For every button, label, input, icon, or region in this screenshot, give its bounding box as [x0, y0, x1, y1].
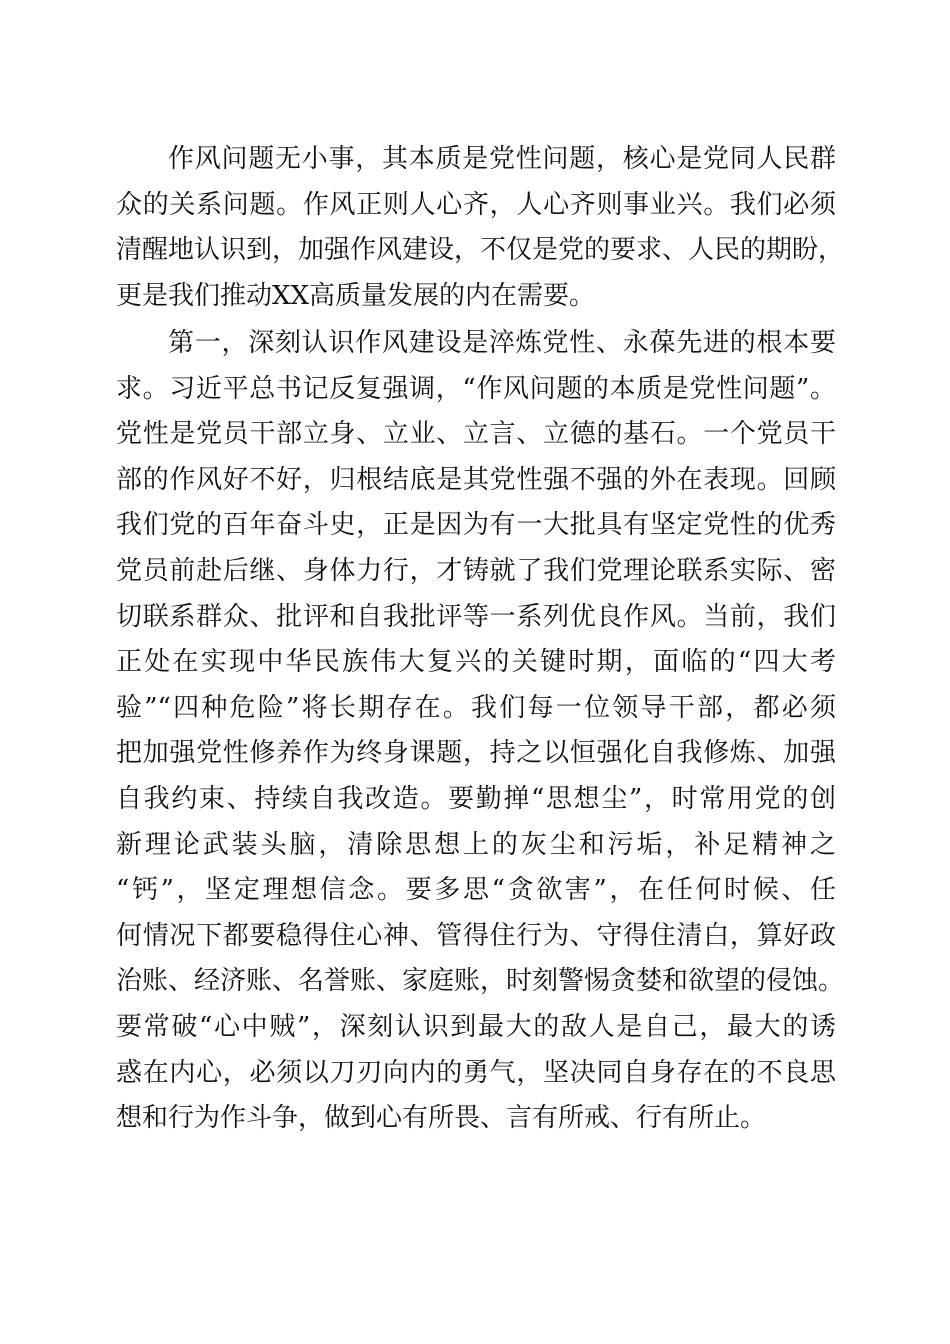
- paragraph-line: 治账、经济账、名誉账、家庭账，时刻警惕贪婪和欲望的侵蚀。: [116, 966, 845, 997]
- paragraph-line: 求。习近平总书记反复强调，“作风问题的本质是党性问题”。: [116, 373, 836, 404]
- paragraph-line: 正处在实现中华民族伟大复兴的关键时期，面临的“四大考: [116, 647, 836, 678]
- paragraph-line: 党性是党员干部立身、立业、立言、立德的基石。一个党员干: [116, 419, 836, 450]
- paragraph-line: 何情况下都要稳得住心神、管得住行为、守得住清白，算好政: [116, 920, 836, 951]
- paragraph-first-point: [116, 321, 845, 1142]
- paragraph-line: 新理论武装头脑，清除思想上的灰尘和污垢，补足精神之: [116, 829, 836, 860]
- paragraph-line: 众的关系问题。作风正则人心齐，人心齐则事业兴。我们必须: [116, 189, 836, 220]
- paragraph-line: 清醒地认识到，加强作风建设，不仅是党的要求、人民的期盼，: [116, 235, 845, 266]
- paragraph-line: 想和行为作斗争，做到心有所畏、言有所戒、行有所止。: [116, 1103, 767, 1134]
- paragraph-line: “钙”，坚定理想信念。要多思“贪欲害”，在任何时候、任: [116, 875, 836, 906]
- paragraph-line: 第一，深刻认识作风建设是淬炼党性、永葆先进的根本要: [168, 328, 836, 358]
- paragraph-line: 把加强党性修养作为终身课题，持之以恒强化自我修炼、加强: [116, 738, 836, 769]
- paragraph-line: 验”“四种危险”将长期存在。我们每一位领导干部，都必须: [116, 692, 836, 723]
- paragraph-line: 要常破“心中贼”，深刻认识到最大的敌人是自己，最大的诱: [116, 1011, 836, 1042]
- paragraph-intro: [116, 137, 845, 319]
- paragraph-line: 我们党的百年奋斗史，正是因为有一大批具有坚定党性的优秀: [116, 510, 836, 541]
- paragraph-line: 党员前赴后继、身体力行，才铸就了我们党理论联系实际、密: [116, 555, 836, 586]
- paragraph-line: 切联系群众、批评和自我批评等一系列优良作风。当前，我们: [116, 601, 836, 632]
- paragraph-line: 自我约束、持续自我改造。要勤掸“思想尘”，时常用党的创: [116, 783, 836, 814]
- paragraph-line: 惑在内心，必须以刀刃向内的勇气，坚决同自身存在的不良思: [116, 1057, 836, 1088]
- paragraph-line: 作风问题无小事，其本质是党性问题，核心是党同人民群: [168, 144, 836, 174]
- paragraph-line: 更是我们推动XX高质量发展的内在需要。: [116, 280, 596, 311]
- paragraph-line: 部的作风好不好，归根结底是其党性强不强的外在表现。回顾: [116, 464, 836, 495]
